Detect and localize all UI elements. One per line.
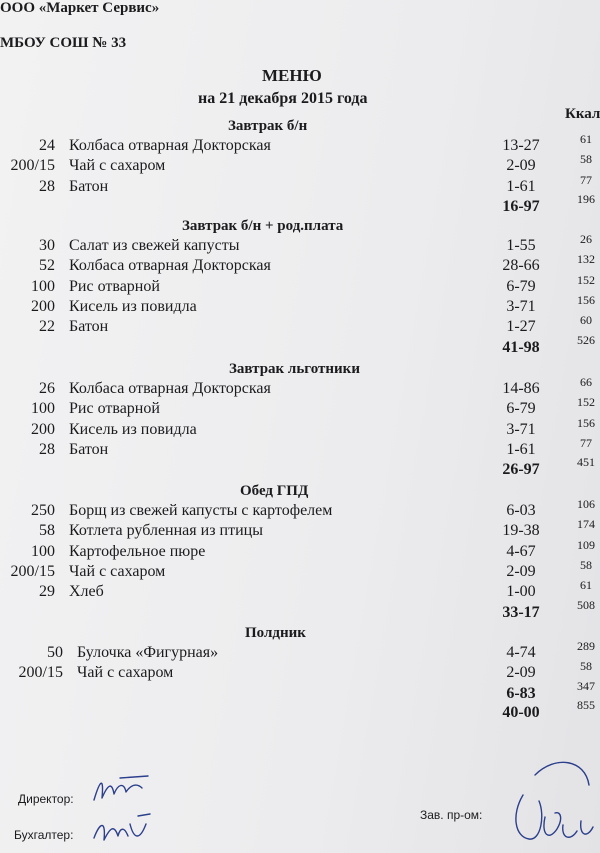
menu-date: на 21 декабря 2015 года (198, 90, 368, 107)
item-weight: 100 (31, 400, 55, 418)
item-price: 2-09 (506, 157, 536, 175)
section-total-price: 41-98 (502, 338, 540, 356)
grand-total-price: 40-00 (502, 704, 540, 721)
item-price: 1-00 (506, 583, 536, 601)
item-name: Картофельное пюре (69, 542, 206, 560)
item-price: 4-67 (506, 542, 536, 560)
item-kcal: 58 (580, 557, 592, 572)
item-price: 3-71 (506, 297, 536, 315)
item-kcal: 152 (577, 272, 595, 287)
section-total-price: 16-97 (502, 197, 540, 215)
company-name: ООО «Маркет Сервис» (0, 0, 160, 16)
item-kcal: 106 (577, 497, 595, 511)
item-price: 6-79 (506, 400, 536, 418)
section-total-kcal: 196 (577, 191, 595, 206)
item-weight: 50 (47, 644, 63, 661)
section-total-price: 6-83 (506, 684, 536, 702)
item-weight: 200/15 (10, 562, 55, 580)
director-label: Директор: (18, 792, 74, 806)
item-kcal: 58 (580, 152, 592, 167)
item-kcal: 58 (580, 659, 592, 674)
section-total-kcal: 508 (577, 597, 595, 612)
item-kcal: 174 (577, 517, 595, 532)
item-weight: 30 (39, 237, 55, 254)
item-weight: 200/15 (10, 157, 55, 175)
section-total-kcal: 526 (577, 332, 595, 347)
item-kcal: 77 (580, 172, 592, 187)
section-total-kcal: 347 (577, 678, 595, 693)
item-kcal: 61 (580, 132, 592, 146)
item-weight: 200/15 (18, 664, 63, 682)
item-kcal: 152 (577, 395, 595, 410)
item-weight: 22 (39, 318, 55, 336)
item-weight: 100 (31, 542, 55, 560)
item-weight: 200 (31, 420, 55, 438)
item-price: 1-55 (506, 237, 536, 254)
item-name: Колбаса отварная Докторская (69, 257, 271, 275)
item-kcal: 66 (580, 375, 592, 389)
section-total-price: 33-17 (502, 603, 540, 621)
item-weight: 24 (39, 137, 55, 154)
section-title: Завтрак б/н (228, 118, 308, 134)
item-weight: 200 (31, 297, 55, 315)
section-total-price: 26-97 (502, 461, 540, 479)
kcal-column-header: Ккал (565, 106, 600, 122)
item-kcal: 132 (577, 252, 595, 267)
item-price: 2-09 (506, 562, 536, 580)
item-name: Борщ из свежей капусты с картофелем (69, 502, 333, 519)
item-weight: 26 (39, 380, 55, 397)
item-name: Булочка «Фигурная» (77, 644, 219, 661)
item-weight: 29 (39, 583, 55, 601)
item-price: 1-27 (506, 318, 536, 336)
item-kcal: 156 (577, 292, 595, 307)
item-kcal: 77 (580, 435, 592, 450)
item-kcal: 26 (580, 232, 592, 246)
item-name: Хлеб (69, 583, 104, 601)
item-kcal: 289 (577, 639, 595, 653)
item-weight: 100 (31, 277, 55, 295)
item-price: 4-74 (506, 644, 536, 661)
section-title: Обед ГПД (240, 483, 309, 499)
item-kcal: 109 (577, 537, 595, 552)
item-name: Колбаса отварная Докторская (69, 137, 271, 154)
item-weight: 250 (31, 502, 55, 519)
item-price: 1-61 (506, 177, 536, 195)
accountant-label: Бухгалтер: (14, 828, 74, 842)
item-price: 3-71 (506, 420, 536, 438)
item-name: Чай с сахаром (77, 664, 174, 682)
section-total-kcal: 451 (577, 455, 595, 470)
item-price: 19-38 (502, 522, 540, 540)
item-name: Колбаса отварная Докторская (69, 380, 271, 397)
item-price: 6-79 (506, 277, 536, 295)
item-name: Кисель из повидла (69, 420, 197, 438)
item-price: 1-61 (506, 440, 536, 458)
item-name: Чай с сахаром (69, 562, 166, 580)
section-title: Полдник (245, 625, 306, 641)
item-kcal: 156 (577, 415, 595, 430)
school-name: МБОУ СОШ № 33 (0, 35, 127, 51)
item-price: 28-66 (502, 257, 540, 275)
accountant-signature (90, 810, 160, 850)
item-kcal: 61 (580, 578, 592, 593)
production-head-label: Зав. пр-ом: (420, 808, 483, 822)
item-name: Салат из свежей капусты (69, 237, 240, 254)
production-head-signature (505, 755, 600, 850)
section-title: Завтрак льготники (229, 361, 360, 377)
section-title: Завтрак б/н + род.плата (182, 218, 344, 234)
grand-total-kcal: 855 (577, 698, 595, 712)
item-weight: 28 (39, 177, 55, 195)
item-price: 13-27 (502, 137, 540, 154)
item-name: Батон (69, 177, 109, 195)
item-price: 6-03 (506, 502, 536, 519)
item-name: Кисель из повидла (69, 297, 197, 315)
item-name: Батон (69, 440, 109, 458)
item-name: Рис отварной (69, 400, 160, 418)
item-weight: 58 (39, 522, 55, 540)
director-signature (90, 770, 160, 810)
item-weight: 52 (39, 257, 55, 275)
item-name: Рис отварной (69, 277, 160, 295)
item-price: 2-09 (506, 664, 536, 682)
item-name: Котлета рубленная из птицы (69, 522, 263, 540)
item-name: Чай с сахаром (69, 157, 166, 175)
item-price: 14-86 (502, 380, 540, 397)
item-weight: 28 (39, 440, 55, 458)
item-name: Батон (69, 318, 109, 336)
menu-title: МЕНЮ (262, 66, 322, 85)
item-kcal: 60 (580, 313, 592, 328)
